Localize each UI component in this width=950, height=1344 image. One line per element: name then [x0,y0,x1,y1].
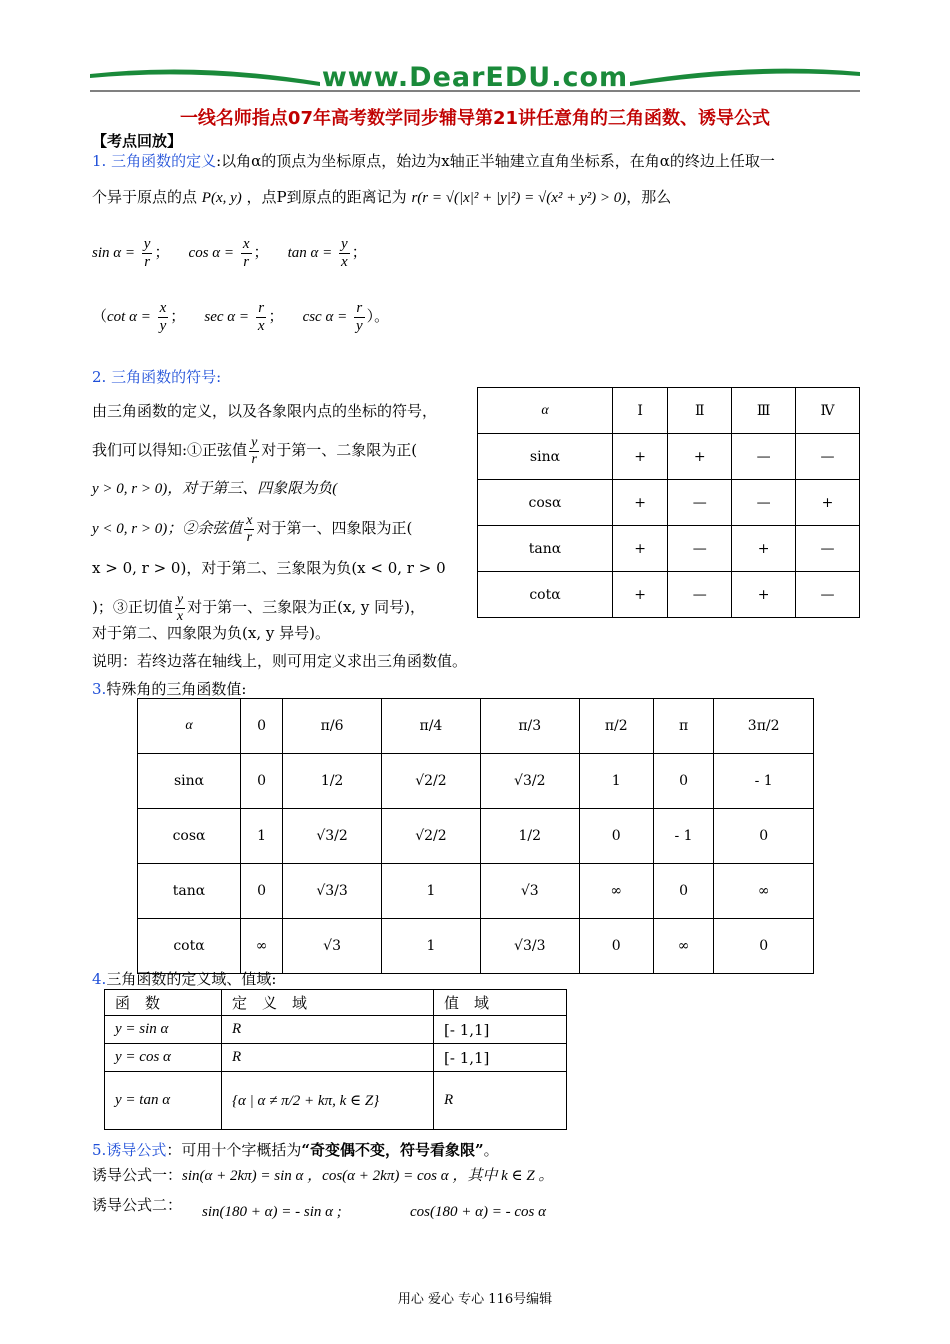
table-cell: + [668,434,732,480]
table-cell: √3 [480,864,579,919]
page-footer: 用心 爱心 专心 116号编辑 [397,1292,553,1307]
table-cell: π/2 [579,699,653,754]
s1-formulas-row2: （cot α = $\frac{x}{y}$ ； sec α = $\frac{r}{x}$ ； csc α = $\frac{r}{y}$ ）。 [92,300,390,334]
table-row [138,809,814,864]
site-logo: www.DearEDU.com [321,62,629,93]
table-row [478,480,860,526]
table-cell: tanα [138,864,241,919]
s5-formula-2b: cos(180 + α) = - cos α [410,1204,546,1220]
table-cell: y = cos α [105,1044,222,1072]
table-cell: π/4 [382,699,481,754]
table-cell: Ⅰ [612,388,667,434]
table-cell: α [478,388,613,434]
table-cell: — [796,434,860,480]
table-cell: 函 数 [105,990,222,1016]
s1-line1: 1. 三角函数的定义:以角α的顶点为坐标原点，始边为x轴正半轴建立直角坐标系，在角α的终边上任取一 [92,152,775,170]
r-definition: r(r = √(|x|² + |y|²) = √(x² + y²) > 0) [411,190,627,206]
table-cell: R [434,1072,567,1130]
table-cell: cotα [478,572,613,618]
table-cell: 值 域 [434,990,567,1016]
table-row [138,864,814,919]
table-cell: tanα [478,526,613,572]
table-header-row [105,990,567,1016]
table-cell: 0 [241,754,283,809]
table-cell: - 1 [653,809,714,864]
table-cell: 0 [579,809,653,864]
table-cell: 0 [653,864,714,919]
table-cell: 0 [241,699,283,754]
table-cell: 0 [653,754,714,809]
table-cell: — [732,434,796,480]
s2-heading: 2. 三角函数的符号: [92,368,222,386]
table-cell: 定 义 域 [222,990,434,1016]
section-label: 【考点回放】 [92,132,183,150]
table-cell: 3π/2 [714,699,814,754]
table-cell: α [138,699,241,754]
table-cell: 1 [382,864,481,919]
table-cell: 0 [714,809,814,864]
table-cell: + [732,526,796,572]
table-cell: Ⅳ [796,388,860,434]
table-cell: + [612,572,667,618]
table-cell: 0 [579,919,653,974]
table-cell: ∞ [653,919,714,974]
sign-table [477,387,860,618]
table-cell: — [732,480,796,526]
table-cell: + [612,434,667,480]
s4-heading: 4.三角函数的定义域、值域: [92,970,277,988]
special-angle-table [137,698,814,974]
s5-heading: 5.诱导公式：可用十个字概括为“奇变偶不变，符号看象限”。 [92,1141,499,1159]
table-cell: sinα [138,754,241,809]
table-row [478,434,860,480]
table-cell: [- 1,1] [434,1016,567,1044]
s1-line2: 个异于原点的点 P(x, y) ，点P到原点的距离记为 r(r = √(|x|² + |y|²) = √(x² + y²) > 0)，那么 [92,188,672,206]
table-cell: √3/2 [283,809,382,864]
s5-formula-2-label: 诱导公式二： [92,1196,183,1214]
table-cell: 1 [382,919,481,974]
table-cell: √3/3 [480,919,579,974]
table-cell: ∞ [714,864,814,919]
table-cell: — [668,572,732,618]
table-cell: √2/2 [382,809,481,864]
table-row [478,526,860,572]
table-cell: R [222,1016,434,1044]
table-cell: π/6 [283,699,382,754]
table-cell: — [668,526,732,572]
table-cell: π [653,699,714,754]
table-cell: + [612,526,667,572]
table-cell: √3 [283,919,382,974]
table-cell: sinα [478,434,613,480]
s5-formula-2a: sin(180 + α) = - sin α ; [202,1204,342,1220]
table-cell: 1 [241,809,283,864]
s3-heading: 3.特殊角的三角函数值: [92,680,247,698]
table-cell: cotα [138,919,241,974]
table-row [105,1044,567,1072]
table-row [138,919,814,974]
table-cell: 1/2 [480,809,579,864]
table-cell: + [796,480,860,526]
table-cell: — [796,526,860,572]
point-p: P(x, y) [201,190,242,206]
s2-paragraph: 由三角函数的定义，以及各象限内点的坐标的符号， 我们可以得知:①正弦值 $\frac{y}{r}$ 对于第一、二象限为正( y > 0, r > 0)，对于第三、四象限为负( y < 0, r > 0)；②余弦值 $\frac{x}{r}$ 对于第一、四象限为正( x > 0, r > 0)，对于第二、三象限为负(x < 0, r > 0 )；③正切值 $\frac{y}{x}$ 对于第一、三象限为正(x, y 同号)， [92,402,446,624]
table-row [105,1072,567,1130]
table-cell: cosα [138,809,241,864]
table-cell: R [222,1044,434,1072]
table-cell: 0 [714,919,814,974]
table-cell: ∞ [579,864,653,919]
table-cell: - 1 [714,754,814,809]
table-header-row [478,388,860,434]
s1-formulas-row1: sin α = $\frac{y}{r}$ ； cos α = $\frac{x}{r}$ ； tan α = $\frac{y}{x}$ ； [92,236,367,270]
s5-formula-1: 诱导公式一：sin(α + 2kπ) = sin α ，cos(α + 2kπ) = cos α ，其中 k ∈ Z 。 [92,1166,554,1184]
table-cell: 1/2 [283,754,382,809]
table-row [138,754,814,809]
s1-num: 1 [92,152,102,170]
table-cell: √2/2 [382,754,481,809]
table-cell: 0 [241,864,283,919]
table-cell: cosα [478,480,613,526]
domain-range-table [104,989,567,1130]
table-header-row [138,699,814,754]
table-cell: π/3 [480,699,579,754]
table-cell: 1 [579,754,653,809]
table-cell: [- 1,1] [434,1044,567,1072]
table-cell: + [612,480,667,526]
table-cell: √3/2 [480,754,579,809]
table-row [105,1016,567,1044]
table-cell: — [796,572,860,618]
s2-note: 说明：若终边落在轴线上，则可用定义求出三角函数值。 [92,652,468,670]
table-cell: y = tan α [105,1072,222,1130]
table-row [478,572,860,618]
table-cell: Ⅱ [668,388,732,434]
s1-heading: 三角函数的定义 [111,152,217,170]
table-cell: — [668,480,732,526]
table-cell: ∞ [241,919,283,974]
table-cell: y = sin α [105,1016,222,1044]
table-cell: √3/3 [283,864,382,919]
page-title: 一线名师指点07年高考数学同步辅导第21讲任意角的三角函数、诱导公式 [179,108,771,129]
table-cell: {α | α ≠ π/2 + kπ, k ∈ Z} [222,1072,434,1130]
table-cell: Ⅲ [732,388,796,434]
table-cell: + [732,572,796,618]
s2-last-line: 对于第二、四象限为负(x, y 异号)。 [92,624,330,642]
